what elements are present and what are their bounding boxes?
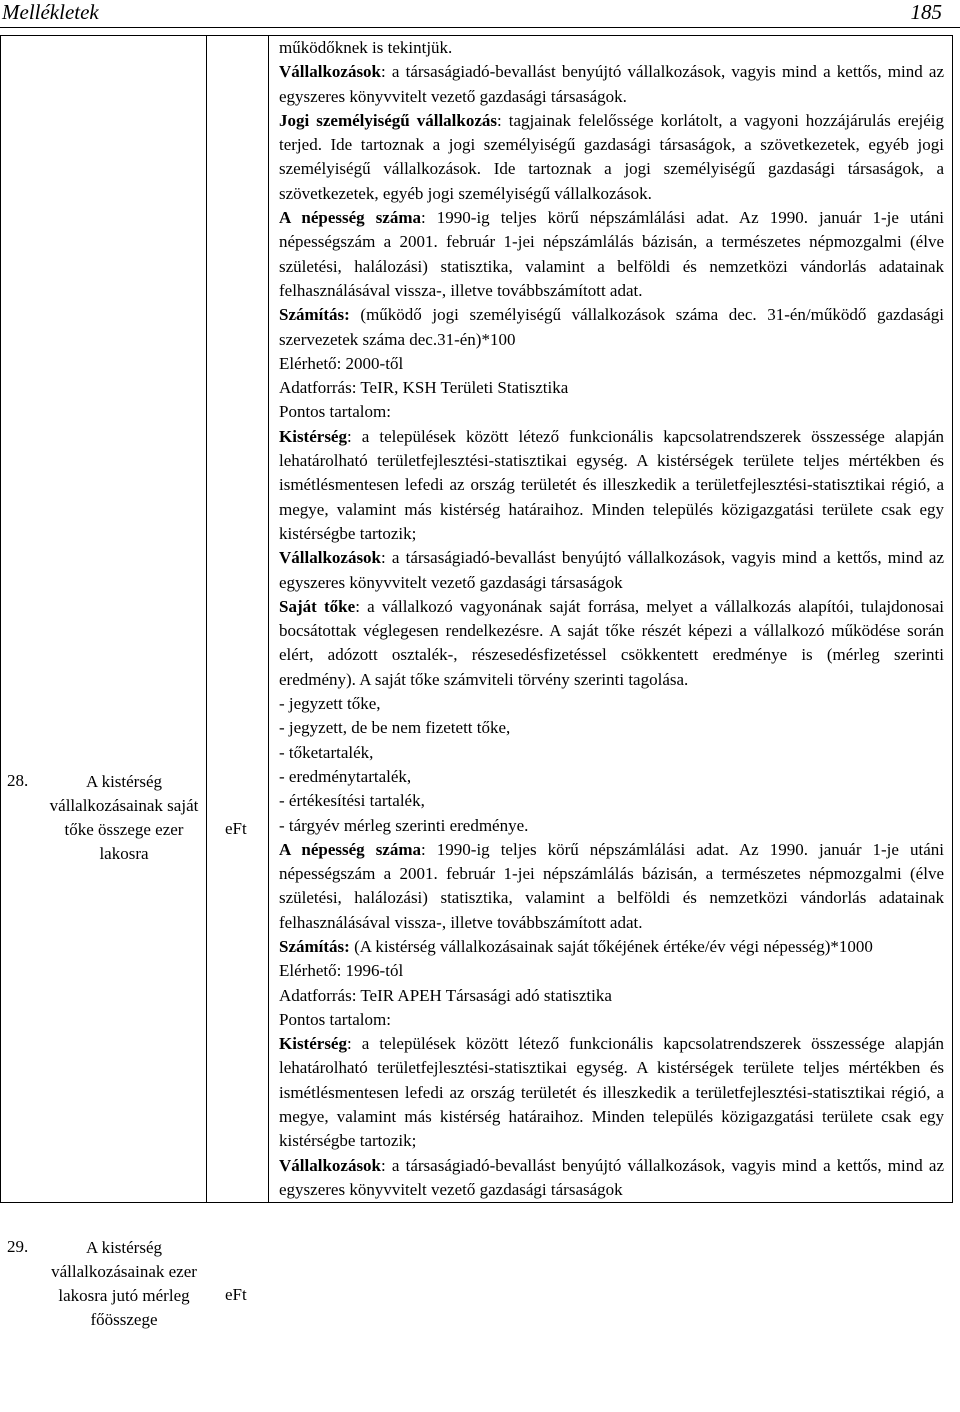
description-cell <box>269 36 953 1203</box>
list-item: - jegyzett tőke, <box>279 694 381 714</box>
row-title-29: A kistérség vállalkozásainak ezer lakosra jutó mérleg főösszege <box>51 1238 197 1329</box>
list-item: - értékesítési tartalék, <box>279 791 425 811</box>
term: Vállalkozások <box>279 62 382 82</box>
paragraph: Jogi személyiségű vállalkozás: tagjainak felelőssége korlátolt, a vagyoni hozzájárulás erejéig terjed. Ide tartoznak a jogi személyiségű gazdasági társaságok, a szövetkezetek, egyéb jogi személyiségű vállalkozások. Ide tartoznak a jogi személyiségű gazdasági társaságok, a szövetkezetek, egyéb jogi személyiségű vállalkozások. <box>279 110 945 203</box>
term: Vállalkozások <box>279 548 382 568</box>
page-number: 185 <box>910 0 942 24</box>
paragraph: Vállalkozások: a társaságiadó-bevallást benyújtó vállalkozások, vagyis mind a kettős, mind az egyszeres könyvvitelt vezető gazdasági társaságok. <box>279 62 944 106</box>
list-item: - eredménytartalék, <box>279 766 412 786</box>
availability: Elérhető: 2000-től <box>279 353 404 373</box>
row-number-28: 28. <box>7 771 29 790</box>
list-item: - jegyzett, de be nem fizetett tőke, <box>279 718 511 738</box>
paragraph: Kistérség: a települések között létező funkcionális kapcsolatrendszerek összessége alapján lehatárolható területfejlesztési-statisztikai egység. A kistérségek területe teljes mértékben és ismétlésmentesen lefedi az ország területét és illeszkedik a területfejlesztési-statisztikai régió, a megye, valamint más kistérség határaihoz. Minden település közigazgatási területe csak egy kistérségbe tartozik; <box>279 426 944 543</box>
paragraph: Számítás: (működő jogi személyiségű vállalkozások száma dec. 31-én/működő gazdasági szervezetek száma dec.31-én)*100 <box>279 305 944 349</box>
list-item: - tőketartalék, <box>279 742 374 762</box>
page-header <box>0 0 960 26</box>
paragraph: Kistérség: a települések között létező funkcionális kapcsolatrendszerek összessége alapján lehatárolható területfejlesztési-statisztikai egység. A kistérségek területe teljes mértékben és ismétlésmentesen lefedi az ország területét és illeszkedik a területfejlesztési-statisztikai régió, a megye, valamint más kistérség határaihoz. Minden település közigazgatási területe csak egy kistérségbe tartozik; <box>279 1034 944 1151</box>
term: A népesség száma <box>279 208 422 228</box>
paragraph: működőknek is tekintjük. <box>279 38 453 57</box>
availability: Elérhető: 1996-tól <box>279 961 404 981</box>
paragraph: Pontos tartalom: <box>279 1009 391 1029</box>
section-title: Mellékletek <box>2 0 99 24</box>
term: Vállalkozások <box>279 1155 382 1175</box>
row-title-28: A kistérség vállalkozásainak saját tőke összege ezer lakosra <box>49 772 199 863</box>
term: Kistérség <box>279 1034 347 1054</box>
term: Saját tőke <box>279 596 356 616</box>
row-title-cell <box>1 36 207 1329</box>
indicator-table <box>0 35 953 1329</box>
list-item: - tárgyév mérleg szerinti eredménye. <box>279 815 529 835</box>
paragraph: A népesség száma: 1990-ig teljes körű népszámlálási adat. Az 1990. január 1-je utáni népességszám a 2001. február 1-jei népszámlálás bázisán, a természetes népmozgalmi (élve születési, halálozási) statisztika, valamint a belföldi és nemzetközi vándorlás adatainak felhasználásával vissza-, illetve továbbszámított adat. <box>279 839 944 932</box>
paragraph: Saját tőke: a vállalkozó vagyonának saját forrása, melyet a vállalkozás alapítói, tulajdonosai bocsátottak véglegesen rendelkezésre. A saját tőke részét képezi a vállalkozó működése során elért, adózott osztalék-, részesedésfizetéssel csökkentett eredménye is (mérleg szerinti eredmény). A saját tőke számviteli törvény szerinti tagolása. <box>279 596 944 689</box>
paragraph: Vállalkozások: a társaságiadó-bevallást benyújtó vállalkozások, vagyis mind a kettős, mind az egyszeres könyvvitelt vezető gazdasági társaságok <box>279 1155 944 1199</box>
data-source: Adatforrás: TeIR, KSH Területi Statisztika <box>279 378 569 398</box>
term: Jogi személyiségű vállalkozás <box>279 110 498 130</box>
term: Számítás: <box>279 305 350 325</box>
unit-29: eFt <box>225 1285 247 1304</box>
term: Kistérség <box>279 426 347 446</box>
paragraph: Számítás: (A kistérség vállalkozásainak saját tőkéjének értéke/év végi népesség)*1000 <box>279 936 873 956</box>
paragraph: A népesség száma: 1990-ig teljes körű népszámlálási adat. Az 1990. január 1-je utáni népességszám a 2001. február 1-jei népszámlálás bázisán, a természetes népmozgalmi (élve születési, halálozási) statisztika, valamint a belföldi és nemzetközi vándorlás adatainak felhasználásával vissza-, illetve továbbszámított adat. <box>279 208 944 300</box>
term: Számítás: <box>279 936 350 956</box>
unit-cell <box>207 36 269 1304</box>
row-number-29: 29. <box>7 1237 29 1256</box>
unit-28: eFt <box>225 819 247 838</box>
header-rule <box>0 27 960 28</box>
paragraph: Pontos tartalom: <box>279 402 391 422</box>
paragraph: Vállalkozások: a társaságiadó-bevallást benyújtó vállalkozások, vagyis mind a kettős, mind az egyszeres könyvvitelt vezető gazdasági társaságok <box>279 548 944 592</box>
term: A népesség száma <box>279 839 422 859</box>
data-source: Adatforrás: TeIR APEH Társasági adó statisztika <box>279 985 612 1005</box>
